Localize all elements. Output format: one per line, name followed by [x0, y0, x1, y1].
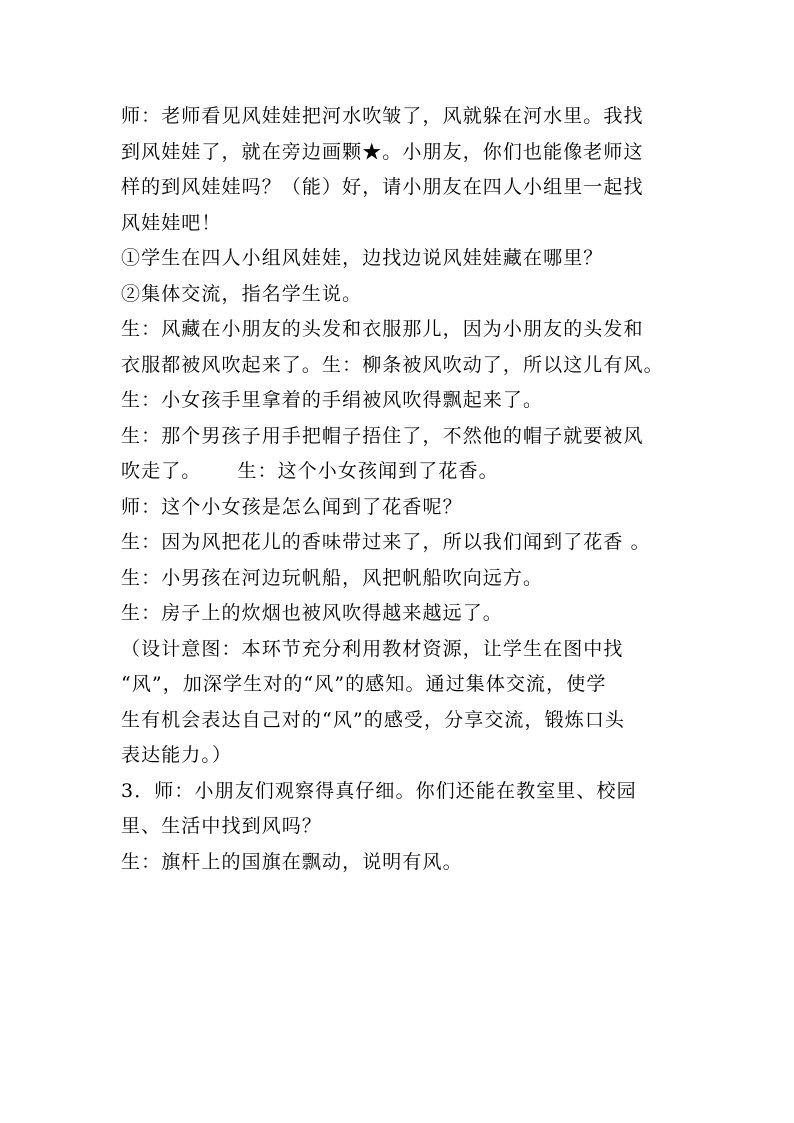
text-line: 生：房子上的炊烟也被风吹得越来越远了。 [121, 602, 503, 624]
text-line: 生：那个男孩子用手把帽子捂住了，不然他的帽子就要被风 [121, 424, 644, 447]
text-line: 师：老师看见风娃娃把河水吹皱了，风就躲在河水里。我找 [121, 105, 644, 127]
text-segment: 生：这个小女孩闻到了花香。 [237, 460, 499, 482]
text-line: 样的到风娃娃吗？（能）好，请小朋友在四人小组里一起找 [121, 176, 644, 198]
text-line: 师：这个小女孩是怎么闻到了花香呢？ [121, 495, 463, 518]
text-line: 生：旗杆上的国旗在飘动，说明有风。 [121, 850, 463, 873]
text-segment: 吹走了。 [121, 460, 202, 482]
text-line: 3．师：小朋友们观察得真仔细。你们还能在教室里、校园 [121, 779, 637, 802]
document-body [121, 99, 681, 880]
text-line: （设计意图：本环节充分利用教材资源，让学生在图中找 [121, 637, 624, 660]
text-line: ①学生在四人小组风娃娃，边找边说风娃娃藏在哪里？ [121, 247, 604, 269]
text-line: 表达能力。） [121, 744, 233, 766]
text-line: 生：小女孩手里拿着的手绢被风吹得飘起来了。 [121, 389, 544, 411]
text-line: 生：因为风把花儿的香味带过来了，所以我们闻到了花香 。 [121, 531, 651, 553]
text-line: 风娃娃吧！ [121, 211, 222, 234]
text-line: 衣服都被风吹起来了。生：柳条被风吹动了，所以这儿有风。 [121, 353, 664, 376]
text-line: 里、生活中找到风吗？ [121, 815, 323, 837]
text-line: 生有机会表达自己对的“风”的感受，分享交流，锻炼口头 [121, 708, 626, 731]
text-line: 生：小男孩在河边玩帆船，风把帆船吹向远方。 [121, 566, 544, 589]
text-line: ②集体交流，指名学生说。 [121, 282, 363, 305]
text-line: 生：风藏在小朋友的头发和衣服那儿，因为小朋友的头发和 [121, 318, 644, 340]
text-line: 到风娃娃了，就在旁边画颗★。小朋友，你们也能像老师这 [121, 140, 644, 163]
text-line: “风”，加深学生对的“风”的感知。通过集体交流，使学 [121, 673, 607, 695]
text-line-pair [121, 454, 681, 490]
